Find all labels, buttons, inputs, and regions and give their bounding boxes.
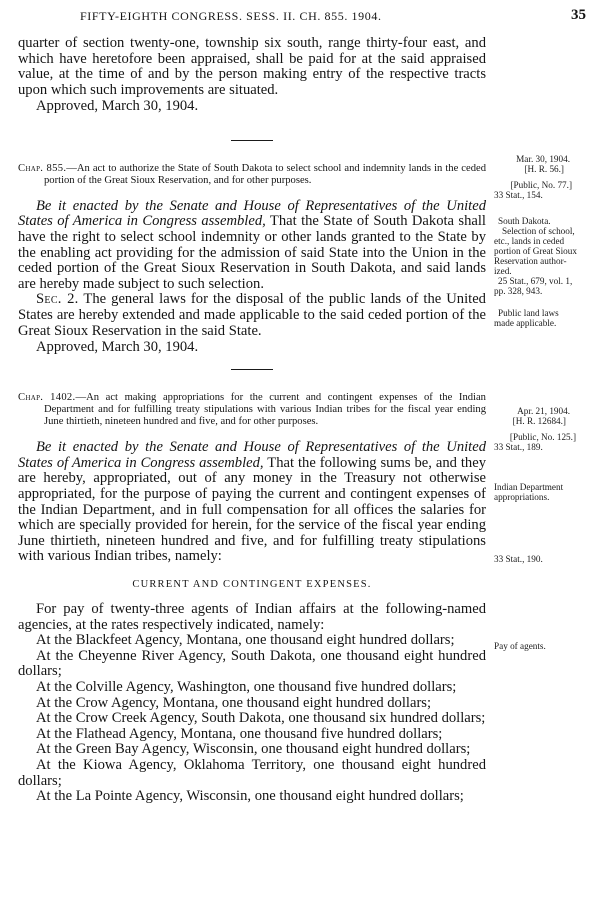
list-item: At the Crow Agency, Montana, one thousand eight hundred dollars;	[36, 694, 432, 711]
margin-statute: 33 Stat., 189.	[494, 442, 543, 452]
chapter-title: —An act making appropriations for the current and contingent expenses of the Indian Department and for fulfilling treaty stipulations with various Indian tribes for the fiscal year ending June thirtieth, nineteen hundred and five, and for other purposes.	[44, 392, 486, 427]
enacting-paragraph-1402	[18, 440, 486, 565]
margin-note: Pay of agents.	[494, 641, 546, 651]
section-heading: CURRENT AND CONTINGENT EXPENSES.	[132, 578, 372, 590]
margin-note: etc., lands in ceded	[494, 236, 565, 246]
margin-note: Indian Department	[494, 482, 564, 492]
list-item: At the Green Bay Agency, Wisconsin, one thousand eight hundred dollars;	[36, 741, 471, 758]
page-number: 35	[571, 7, 586, 23]
list-item: At the Cheyenne River Agency, South Dakota, one thousand eight hundred dollars;	[18, 647, 486, 680]
section-2-paragraph	[18, 292, 486, 339]
margin-note: ized.	[494, 266, 512, 276]
margin-note: Reservation author-	[494, 256, 567, 266]
running-head: FIFTY-EIGHTH CONGRESS. SESS. II. CH. 855. 1904.	[80, 9, 382, 23]
section-1-text: That the State of South Dakota shall have the right to select school indemnity or other lands granted to the State by the enabling act providing for the admission of said State into the Union in the ceded portion of the Great Sioux Reservation in South Dakota, and said lands are hereby made subject to such selection.	[18, 213, 486, 292]
chapter-title: —An act to authorize the State of South Dakota to select school and indemnity lands in the ceded portion of the Great Sioux Reservation, and for other purposes.	[44, 163, 486, 187]
list-item: At the Crow Creek Agency, South Dakota, one thousand six hundred dollars;	[36, 710, 486, 727]
margin-public-law: [Public, No. 77.]	[510, 180, 572, 190]
margin-date: Mar. 30, 1904.	[516, 154, 570, 164]
enacting-clause: Be it enacted by the Senate and House of Representatives of the United States of America in Congress assembled,	[18, 439, 486, 471]
margin-note: Public land laws	[498, 308, 559, 318]
carryover-paragraph: quarter of section twenty-one, township six south, range thirty-four east, and which have heretofore been appraised, shall be paid for at the said appraised value, at the time of and by the person making entry of the respective tracts upon which such improvements are situated.	[18, 35, 486, 98]
enacting-clause: Be it enacted by the Senate and House of Representatives of the United States of America in Congress assembled,	[18, 197, 486, 230]
margin-note: South Dakota.	[498, 216, 551, 226]
margin-notes	[490, 0, 598, 923]
section-1-text: That the following sums be, and they are hereby, appropriated, out of any money in the Treasury not otherwise appropriated, for the purpose of paying the current and contingent expenses of the Indian Department, and in full compensation for all offices the salaries for which are specially provided for herein, for the service of the fiscal year ending June thirtieth, nineteen hundred and five, and for fulfilling treaty stipulations with various Indian tribes, namely:	[18, 454, 487, 565]
margin-note: appropriations.	[494, 492, 550, 502]
list-item: At the Blackfeet Agency, Montana, one thousand eight hundred dollars;	[36, 632, 455, 649]
margin-statute: 33 Stat., 154.	[494, 190, 543, 200]
margin-note: 25 Stat., 679, vol. 1,	[498, 276, 573, 286]
margin-public-law: [Public, No. 125.]	[509, 432, 576, 442]
margin-statute: 33 Stat., 190.	[494, 554, 543, 564]
enacting-paragraph-855	[18, 199, 486, 293]
margin-date: Apr. 21, 1904.	[517, 406, 570, 416]
chapter-heading-855	[18, 163, 486, 186]
agents-intro-paragraph: For pay of twenty-three agents of Indian affairs at the following-named agencies, at the rates respectively indicated, namely:	[18, 600, 486, 633]
chapter-label: Chap. 1402.	[18, 392, 76, 404]
agency-list	[18, 633, 486, 805]
approved-line: Approved, March 30, 1904.	[36, 339, 199, 356]
chapter-label: Chap. 855.	[18, 163, 67, 175]
margin-bill: [H. R. 56.]	[524, 164, 564, 174]
margin-note: pp. 328, 943.	[494, 286, 543, 296]
main-column	[18, 36, 486, 805]
list-item: At the Kiowa Agency, Oklahoma Territory, one thousand eight hundred dollars;	[18, 756, 486, 789]
chapter-heading-1402	[18, 392, 486, 427]
section-divider	[231, 369, 273, 370]
margin-note: portion of Great Sioux	[494, 246, 577, 256]
section-divider	[231, 140, 273, 141]
list-item: At the Flathead Agency, Montana, one thousand five hundred dollars;	[36, 725, 443, 742]
margin-note: made applicable.	[494, 318, 557, 328]
list-item: At the La Pointe Agency, Wisconsin, one thousand eight hundred dollars;	[36, 788, 464, 805]
approved-line: Approved, March 30, 1904.	[36, 98, 199, 115]
margin-bill: [H. R. 12684.]	[512, 416, 566, 426]
section-label: Sec. 2.	[36, 291, 79, 308]
margin-note: Selection of school,	[502, 226, 575, 236]
section-2-text: The general laws for the disposal of the public lands of the United States are hereby extended and made applicable to the said ceded portion of the Great Sioux Reservation in the said State.	[18, 291, 486, 339]
list-item: At the Colville Agency, Washington, one thousand five hundred dollars;	[36, 678, 457, 695]
